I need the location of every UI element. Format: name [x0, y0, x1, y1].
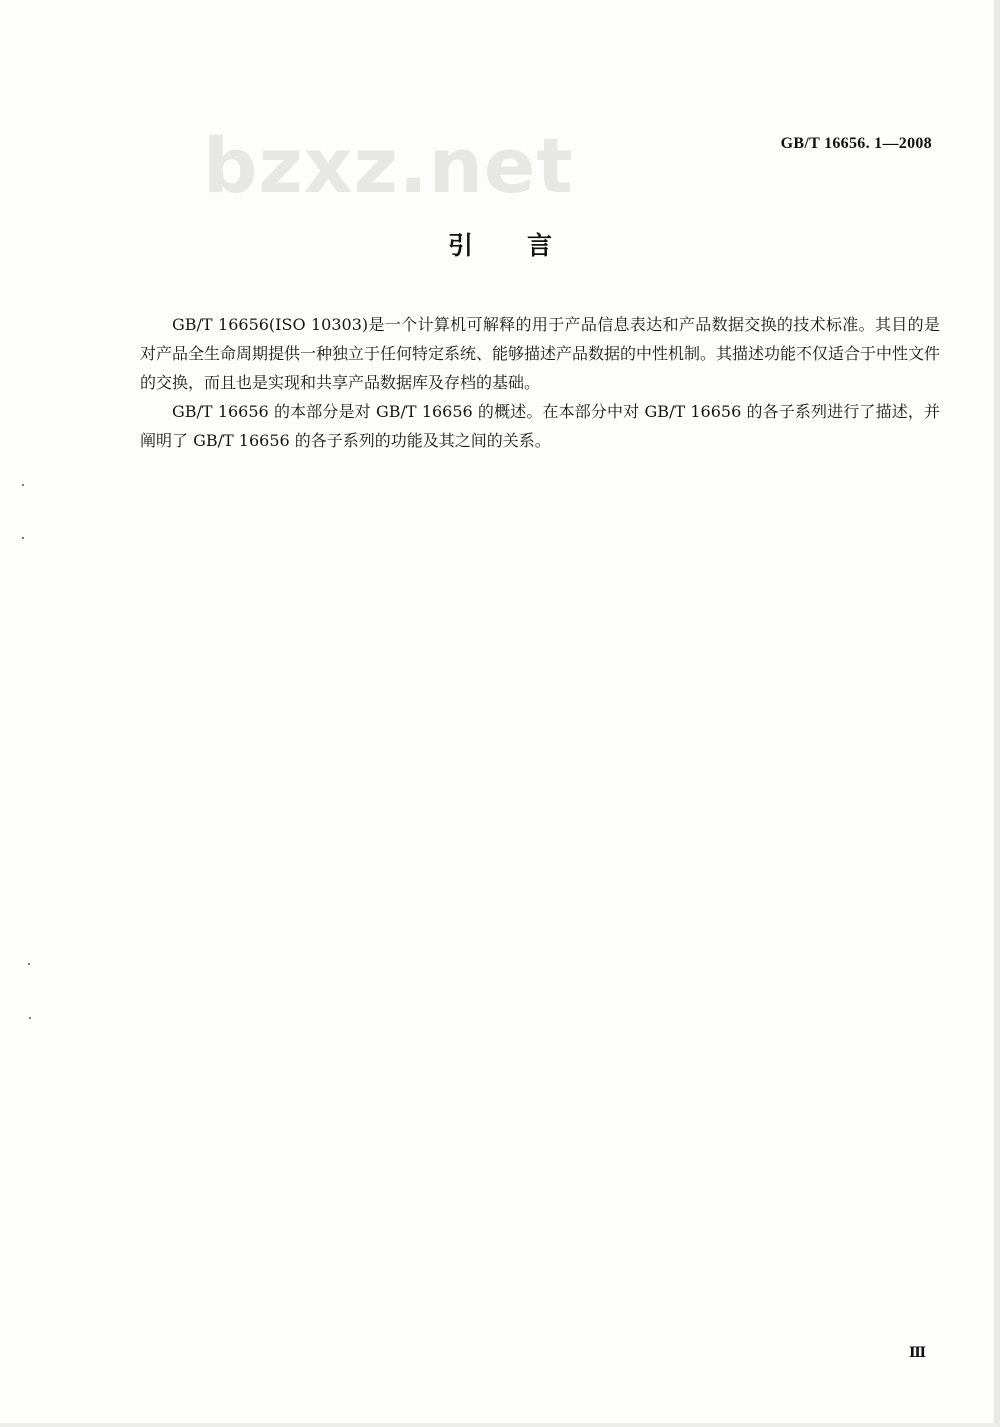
paragraph-2: GB/T 16656 的本部分是对 GB/T 16656 的概述。在本部分中对 GB/T 16656 的各子系列进行了描述，并阐明了 GB/T 16656 的各子系列的功能及其之间的关系。 — [140, 402, 940, 450]
scan-speck — [28, 963, 30, 965]
section-heading — [0, 226, 1000, 262]
standard-number: GB/T 16656. 1—2008 — [780, 135, 932, 152]
heading-char-2: 言 — [527, 231, 553, 260]
heading-char-1: 引 — [447, 231, 473, 260]
paragraph-1: GB/T 16656(ISO 10303)是一个计算机可解释的用于产品信息表达和产品数据交换的技术标准。其目的是对产品全生命周期提供一种独立于任何特定系统、能够描述产品数据的中性机制。其描述功能不仅适合于中性文件的交换，而且也是实现和共享产品数据库及存档的基础。 — [140, 315, 941, 392]
scan-speck — [29, 1017, 31, 1019]
body-text — [140, 310, 940, 455]
page-number: Ⅲ — [908, 1345, 926, 1361]
watermark: bzxz.net — [203, 121, 574, 210]
scan-speck — [22, 537, 24, 539]
scan-speck — [22, 484, 24, 486]
